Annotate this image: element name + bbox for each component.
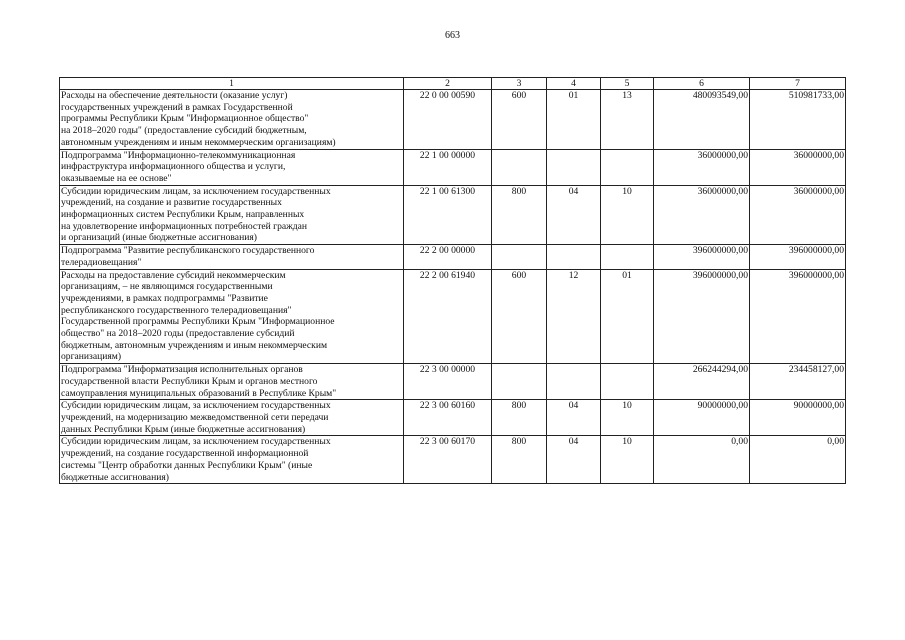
amount-2019-cell: 480093549,00 (654, 90, 750, 150)
row-name-line: Субсидии юридическим лицам, за исключением государственных (61, 400, 331, 412)
row-name (60, 149, 404, 185)
row-name-line: учреждений, на создание и развитие государственных (61, 197, 282, 209)
section-cell: 12 (547, 269, 601, 364)
section-cell (547, 245, 601, 269)
row-name-line: государственных учреждений в рамках Государственной (61, 101, 293, 113)
row-name-line: информационных систем Республики Крым, направленных (61, 209, 305, 221)
section-cell: 04 (547, 436, 601, 484)
row-name-line: Расходы на предоставление субсидий некоммерческим (61, 269, 286, 281)
expense-type-cell (492, 364, 547, 400)
column-header: 3 (492, 78, 547, 90)
column-header: 2 (404, 78, 492, 90)
row-name (60, 269, 404, 364)
row-name (60, 364, 404, 400)
table-row (60, 269, 846, 364)
section-cell: 04 (547, 185, 601, 245)
row-name-line: бюджетные ассигнования) (61, 471, 169, 483)
table-row (60, 436, 846, 484)
row-name-line: Подпрограмма "Информационно-телекоммуникационная (61, 149, 296, 161)
row-name (60, 90, 404, 150)
code-cell: 22 1 00 00000 (404, 149, 492, 185)
table-body (60, 90, 846, 484)
row-name-line: инфраструктура информационного общества и услуги, (61, 161, 286, 173)
amount-2019-cell: 36000000,00 (654, 149, 750, 185)
row-name-line: организациям, – не являющимся государственными (61, 281, 273, 293)
expense-type-cell: 600 (492, 90, 547, 150)
row-name-line: общество" на 2018–2020 годы (предоставление субсидий (61, 328, 295, 340)
code-cell: 22 3 00 60170 (404, 436, 492, 484)
row-name-line: программы Республики Крым "Информационное общество" (61, 113, 309, 125)
subsection-cell: 13 (601, 90, 654, 150)
amount-2019-cell: 0,00 (654, 436, 750, 484)
subsection-cell (601, 149, 654, 185)
row-name-line: государственной власти Республики Крым и органов местного (61, 375, 318, 387)
expense-type-cell: 800 (492, 436, 547, 484)
row-name-line: оказываемые на ее основе" (61, 172, 172, 184)
section-cell: 04 (547, 400, 601, 436)
subsection-cell: 10 (601, 436, 654, 484)
amount-2019-cell: 90000000,00 (654, 400, 750, 436)
code-cell: 22 2 00 00000 (404, 245, 492, 269)
row-name-line: Субсидии юридическим лицам, за исключением государственных (61, 436, 331, 448)
column-header: 5 (601, 78, 654, 90)
table-row (60, 185, 846, 245)
row-name (60, 400, 404, 436)
code-cell: 22 2 00 61940 (404, 269, 492, 364)
amount-2019-cell: 396000000,00 (654, 245, 750, 269)
subsection-cell (601, 364, 654, 400)
section-cell: 01 (547, 90, 601, 150)
column-header: 1 (60, 78, 404, 90)
section-cell (547, 149, 601, 185)
amount-2019-cell: 266244294,00 (654, 364, 750, 400)
header-row (60, 78, 846, 90)
column-header: 6 (654, 78, 750, 90)
row-name (60, 436, 404, 484)
subsection-cell: 01 (601, 269, 654, 364)
expense-type-cell (492, 245, 547, 269)
budget-table (59, 77, 846, 484)
amount-2020-cell: 234458127,00 (750, 364, 846, 400)
row-name-line: данных Республики Крым (иные бюджетные ассигнования) (61, 423, 306, 435)
row-name-line: на удовлетворение информационных потребностей граждан (61, 220, 308, 232)
row-name-line: системы "Центр обработки данных Республики Крым" (иные (61, 459, 313, 471)
code-cell: 22 1 00 61300 (404, 185, 492, 245)
row-name-line: автономным учреждениям и иным некоммерческим организациям) (61, 136, 336, 148)
table-row (60, 400, 846, 436)
table-row (60, 149, 846, 185)
amount-2019-cell: 36000000,00 (654, 185, 750, 245)
row-name-line: и организаций (иные бюджетные ассигнования) (61, 232, 257, 244)
expense-type-cell: 800 (492, 185, 547, 245)
expense-type-cell (492, 149, 547, 185)
amount-2020-cell: 510981733,00 (750, 90, 846, 150)
row-name-line: Государственной программы Республики Крым "Информационное (61, 316, 335, 328)
row-name-line: Подпрограмма "Развитие республиканского государственного (61, 245, 315, 257)
row-name-line: учреждений, на модернизацию межведомственной сети передачи (61, 411, 329, 423)
amount-2019-cell: 396000000,00 (654, 269, 750, 364)
row-name (60, 185, 404, 245)
table-row (60, 364, 846, 400)
code-cell: 22 3 00 60160 (404, 400, 492, 436)
row-name-line: республиканского государственного телерадиовещания" (61, 304, 292, 316)
row-name-line: организациям) (61, 351, 122, 363)
subsection-cell: 10 (601, 185, 654, 245)
page-number: 663 (445, 30, 460, 41)
row-name-line: Расходы на обеспечение деятельности (оказание услуг) (61, 90, 288, 101)
row-name-line: учреждений, на создание государственной информационной (61, 448, 309, 460)
row-name-line: самоуправления муниципальных образований в Республике Крым" (61, 387, 337, 399)
amount-2020-cell: 396000000,00 (750, 245, 846, 269)
amount-2020-cell: 36000000,00 (750, 185, 846, 245)
row-name (60, 245, 404, 269)
column-header: 4 (547, 78, 601, 90)
row-name-line: на 2018–2020 годы" (предоставление субсидий бюджетным, (61, 125, 307, 137)
amount-2020-cell: 36000000,00 (750, 149, 846, 185)
column-header: 7 (750, 78, 846, 90)
row-name-line: телерадиовещания" (61, 256, 142, 268)
amount-2020-cell: 396000000,00 (750, 269, 846, 364)
table-row (60, 90, 846, 150)
row-name-line: бюджетным, автономным учреждениям и иным некоммерческим (61, 339, 328, 351)
amount-2020-cell: 0,00 (750, 436, 846, 484)
code-cell: 22 0 00 00590 (404, 90, 492, 150)
subsection-cell: 10 (601, 400, 654, 436)
row-name-line: Подпрограмма "Информатизация исполнительных органов (61, 364, 303, 376)
expense-type-cell: 800 (492, 400, 547, 436)
section-cell (547, 364, 601, 400)
expense-type-cell: 600 (492, 269, 547, 364)
amount-2020-cell: 90000000,00 (750, 400, 846, 436)
code-cell: 22 3 00 00000 (404, 364, 492, 400)
table-row (60, 245, 846, 269)
row-name-line: учреждениями, в рамках подпрограммы "Развитие (61, 292, 268, 304)
row-name-line: Субсидии юридическим лицам, за исключением государственных (61, 185, 331, 197)
subsection-cell (601, 245, 654, 269)
